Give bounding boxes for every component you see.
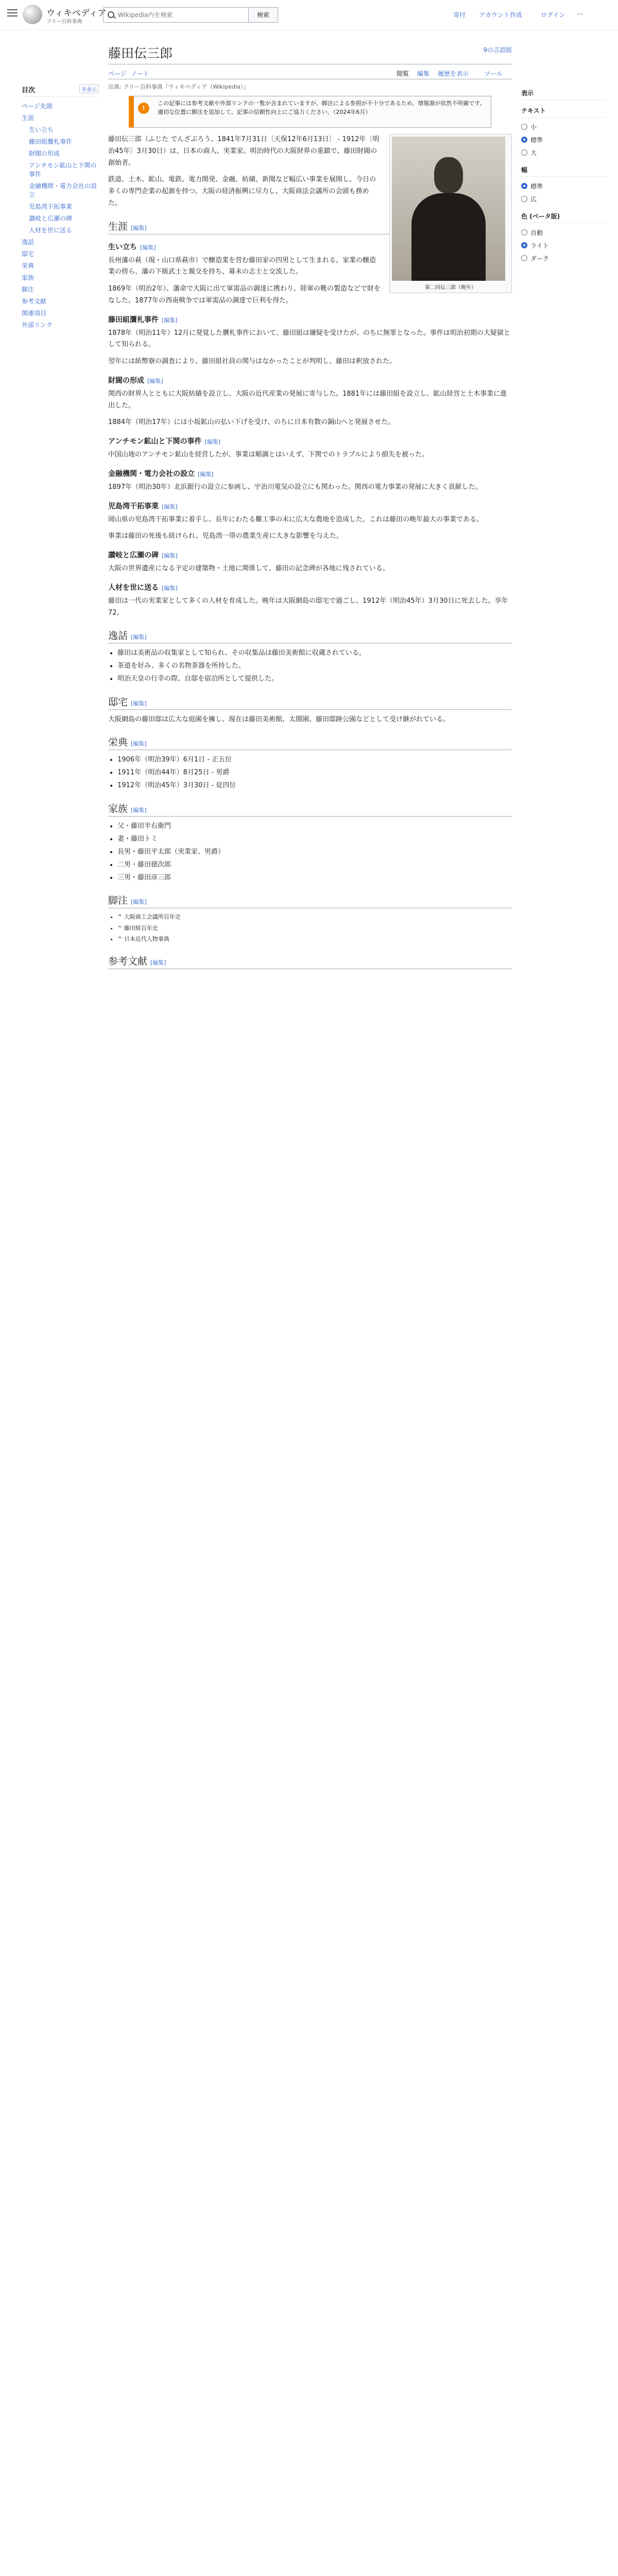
site-header — [0, 0, 618, 30]
width-wide[interactable]: 広 — [521, 193, 606, 206]
edit-section-link[interactable]: [編集] — [131, 634, 147, 641]
text-size-large[interactable]: 大 — [521, 146, 606, 159]
section-heading: 生涯 [編集] — [108, 219, 512, 234]
section-heading: 参考文献 [編集] — [108, 954, 512, 969]
bullet-list — [117, 912, 512, 944]
text-size-standard[interactable]: 標準 — [521, 133, 606, 146]
list-item: • 藤田は美術品の収集家として知られ、その収集品は藤田美術館に収蔵されている。 — [117, 648, 512, 659]
section-heading: 家族 [編集] — [108, 801, 512, 817]
toc-item[interactable]: 脚注 — [22, 286, 35, 293]
section-heading: 栄典 [編集] — [108, 735, 512, 750]
edit-section-link[interactable]: [編集] — [162, 316, 178, 324]
infobox — [389, 134, 512, 293]
toc-item[interactable]: 讃岐と広瀬の碑 — [29, 215, 73, 222]
list-item: • 茶道を好み、多くの名物茶器を所持した。 — [117, 660, 512, 672]
edit-section-link[interactable]: [編集] — [204, 438, 221, 445]
edit-section-link[interactable]: [編集] — [162, 503, 178, 510]
lead-paragraph: 鉄道、土木、鉱山、電鉄、電力開発、金融、紡績、新聞など幅広い事業を展開し、今日の多くの専門企業の起源を持つ。大阪の経済振興に尽力し、大阪商法会議所の会頭も務めた。 — [108, 176, 376, 207]
search-button[interactable]: 検索 — [248, 7, 278, 23]
paragraph: 1884年（明治17年）には小坂鉱山の払い下げを受け、のちに日本有数の銅山へと発展させた。 — [108, 418, 395, 427]
subsection-heading: 藤田組贋札事件 [編集] — [108, 315, 178, 324]
toc-item[interactable]: 金融機関・電力会社の設立 — [29, 182, 97, 198]
language-button[interactable]: 9の言語版 — [483, 46, 512, 54]
article-sections — [108, 219, 512, 970]
toc-header — [22, 82, 99, 97]
color-light[interactable]: ライト — [521, 239, 606, 252]
bullet-list — [117, 821, 512, 884]
paragraph: 関西の財界人とともに大阪紡績を設立し、大阪の近代産業の発展に寄与した。1881年には藤田組を設立し、鉱山経営と土木事業に進出した。 — [108, 389, 507, 410]
toc-item[interactable]: 家族 — [22, 274, 35, 281]
list-item: • 1906年（明治39年）6月1日 - 正五位 — [117, 754, 512, 766]
search-box — [103, 7, 278, 23]
list-item: • ^ 大阪商工会議所百年史 — [117, 912, 512, 922]
section-heading: 逸話 [編集] — [108, 628, 512, 643]
tab-talk[interactable]: ノート — [131, 70, 149, 77]
search-icon — [108, 11, 114, 18]
list-item: • 明治天皇の行幸の際、自邸を宿泊所として提供した。 — [117, 673, 512, 685]
text-size-title: テキスト — [521, 104, 606, 117]
toc-item[interactable]: アンチモン鉱山と下関の事件 — [29, 162, 97, 178]
portrait-head — [434, 157, 463, 193]
edit-section-link[interactable]: [編集] — [162, 552, 178, 559]
toc-title: 目次 — [22, 87, 36, 94]
wikipedia-logo-icon[interactable] — [23, 5, 42, 24]
paragraph: 1869年（明治2年）、藩命で大阪に出て軍需品の調達に携わり、陸軍の靴の製造などで財をなした。1877年の西南戦争では軍需品の調達で巨利を得た。 — [108, 285, 381, 304]
toc-item[interactable]: 生い立ち — [29, 126, 54, 133]
page-title: 藤田伝三郎 — [108, 43, 512, 64]
tab-tools[interactable]: ツール — [484, 70, 503, 77]
toc-list — [22, 100, 99, 331]
subsection-heading: 讃岐と広瀬の碑 [編集] — [108, 551, 178, 560]
paragraph: 大阪網島の藤田邸は広大な庭園を擁し、現在は藤田美術館、太閤園、藤田邸跡公園などとして受け継がれている。 — [108, 715, 450, 723]
edit-section-link[interactable]: [編集] — [198, 470, 214, 478]
notice-text: この記事には参考文献や外部リンクの一覧が含まれていますが、脚注による参照が不十分であるため、情報源が依然不明確です。適切な位置に脚注を追加して、記事の信頼性向上にご協力ください。（2024年6月） — [158, 100, 486, 115]
create-account-link[interactable]: アカウント作成 — [479, 11, 522, 19]
more-icon[interactable]: ⋯ — [577, 10, 583, 18]
list-item: • ^ 日本近代人物事典 — [117, 935, 512, 944]
toc-item[interactable]: 児島湾干拓事業 — [29, 203, 73, 210]
toc-item[interactable]: 関連項目 — [22, 310, 47, 317]
portrait-figure — [411, 193, 486, 281]
subsection-heading: 金融機関・電力会社の設立 [編集] — [108, 469, 214, 478]
toc-item[interactable]: 栄典 — [22, 262, 35, 269]
edit-section-link[interactable]: [編集] — [131, 224, 147, 231]
subsection-heading: 児島湾干拓事業 [編集] — [108, 502, 178, 511]
notice-box — [129, 96, 491, 128]
toc-item[interactable]: ページ先頭 — [22, 103, 53, 110]
color-auto[interactable]: 自動 — [521, 226, 606, 239]
subsection-heading: アンチモン鉱山と下関の事件 [編集] — [108, 437, 221, 446]
paragraph: 翌年には紙幣寮の調査により、藤田組社員の関与はなかったことが判明し、藤田は釈放された。 — [108, 358, 397, 365]
subsection-heading: 人材を世に送る [編集] — [108, 583, 178, 592]
color-title: 色 (ベータ版) — [521, 210, 606, 223]
tab-read[interactable]: 閲覧 — [397, 70, 409, 77]
paragraph: 長州藩の萩（現・山口県萩市）で醸造業を営む藤田家の四男として生まれる。家業の醸造業の傍ら、藩の下級武士と親交を持ち、幕末の志士と交流した。 — [108, 256, 376, 276]
tab-history[interactable]: 履歴を表示 — [438, 70, 469, 77]
bullet-list — [117, 754, 512, 791]
warning-icon: ! — [138, 103, 149, 114]
list-item: • 妻・藤田トミ — [117, 834, 512, 845]
paragraph: 大阪の世界遺産になる予定の建築物・土地に関係して、藤田の記念碑が各地に残されている。 — [108, 565, 389, 572]
edit-section-link[interactable]: [編集] — [162, 584, 178, 591]
logo-subtitle: フリー百科事典 — [46, 19, 82, 25]
toc-item[interactable]: 参考文献 — [22, 298, 47, 305]
section-heading: 脚注 [編集] — [108, 893, 512, 908]
width-standard[interactable]: 標準 — [521, 180, 606, 193]
paragraph: 1897年（明治30年）北浜銀行の設立に参画し、宇治川電気の設立にも関わった。関西の電力事業の発展に大きく貢献した。 — [108, 483, 482, 491]
toc-item[interactable]: 人材を世に送る — [29, 227, 73, 234]
paragraph: 1878年（明治11年）12月に発覚した贋札事件において、藤田組は嫌疑を受けたが、のちに無罪となった。事件は明治初期の大疑獄として知られる。 — [108, 329, 510, 349]
lead-paragraph: 藤田伝三郎（ふじた でんざぶろう、1841年7月31日〔天保12年6月13日〕 - 1912年〔明治45年〕3月30日）は、日本の商人、実業家。明治時代の大阪財界の重鎮で、藤田財閥の創始者。 — [108, 135, 380, 167]
paragraph: 事業は藤田の死後も続けられ、児島湾一帯の農業生産に大きな影響を与えた。 — [108, 532, 343, 540]
tab-edit[interactable]: 編集 — [417, 70, 430, 77]
list-item: • 父・藤田半右衛門 — [117, 821, 512, 832]
edit-section-link[interactable]: [編集] — [131, 899, 147, 906]
main-menu-icon[interactable] — [7, 9, 18, 16]
toc-sidebar — [22, 82, 99, 331]
main-content — [108, 43, 512, 973]
search-input[interactable] — [117, 9, 237, 21]
page-tabs — [108, 66, 512, 79]
text-size-small[interactable]: 小 — [521, 121, 606, 133]
color-dark[interactable]: ダーク — [521, 252, 606, 265]
list-item: • 1911年（明治44年）8月25日 - 男爵 — [117, 767, 512, 778]
donate-link[interactable]: 寄付 — [453, 11, 466, 19]
subsection-heading: 生い立ち [編集] — [108, 243, 156, 251]
toc-item[interactable]: 逸話 — [22, 239, 35, 246]
tab-page[interactable]: ページ — [108, 70, 127, 77]
toc-hide-button[interactable]: 非表示 — [79, 84, 99, 93]
bullet-list — [117, 648, 512, 685]
portrait-image[interactable] — [392, 137, 505, 281]
edit-section-link[interactable]: [編集] — [131, 700, 147, 707]
logo-title[interactable]: ウィキペディア — [46, 8, 107, 19]
edit-section-link[interactable]: [編集] — [150, 959, 166, 967]
from-line: 出典: フリー百科事典『ウィキペディア（Wikipedia）』 — [108, 83, 249, 90]
subsection-heading: 財閥の形成 [編集] — [108, 376, 163, 385]
edit-section-link[interactable]: [編集] — [140, 244, 156, 251]
login-link[interactable]: ログイン — [541, 11, 565, 19]
list-item: • 三男・藤田彦三郎 — [117, 872, 512, 884]
appearance-title: 表示 — [521, 87, 606, 100]
edit-section-link[interactable]: [編集] — [131, 740, 147, 748]
toc-item[interactable]: 邸宅 — [22, 250, 35, 258]
toc-item[interactable]: 財閥の形成 — [29, 150, 60, 157]
portrait-caption: 第二回伝三郎（晩年） — [425, 285, 476, 291]
list-item: • ^ 藤田組百年史 — [117, 924, 512, 934]
section-heading: 邸宅 [編集] — [108, 694, 512, 710]
list-item: • 1912年（明治45年）3月30日 - 従四位 — [117, 780, 512, 791]
list-item: • 長男・藤田平太郎（実業家、男爵） — [117, 846, 512, 858]
paragraph: 藤田は一代の実業家として多くの人材を育成した。晩年は大阪網島の邸宅で過ごし、1912年（明治45年）3月30日に死去した。享年72。 — [108, 597, 508, 617]
paragraph: 岡山県の児島湾干拓事業に着手し、長年にわたる難工事の末に広大な農地を造成した。これは藤田の晩年最大の事業である。 — [108, 515, 484, 523]
edit-section-link[interactable]: [編集] — [147, 377, 163, 384]
paragraph: 中国山地のアンチモン鉱山を経営したが、事業は順調とはいえず、下関でのトラブルにより損失を被った。 — [108, 451, 428, 459]
toc-item[interactable]: 生涯 — [22, 114, 35, 122]
edit-section-link[interactable]: [編集] — [131, 806, 147, 814]
toc-item[interactable]: 藤田組贋札事件 — [29, 138, 73, 145]
appearance-panel — [521, 82, 606, 265]
list-item: • 二男・藤田徳次郎 — [117, 859, 512, 871]
width-title: 幅 — [521, 163, 606, 177]
toc-item[interactable]: 外部リンク — [22, 321, 53, 329]
